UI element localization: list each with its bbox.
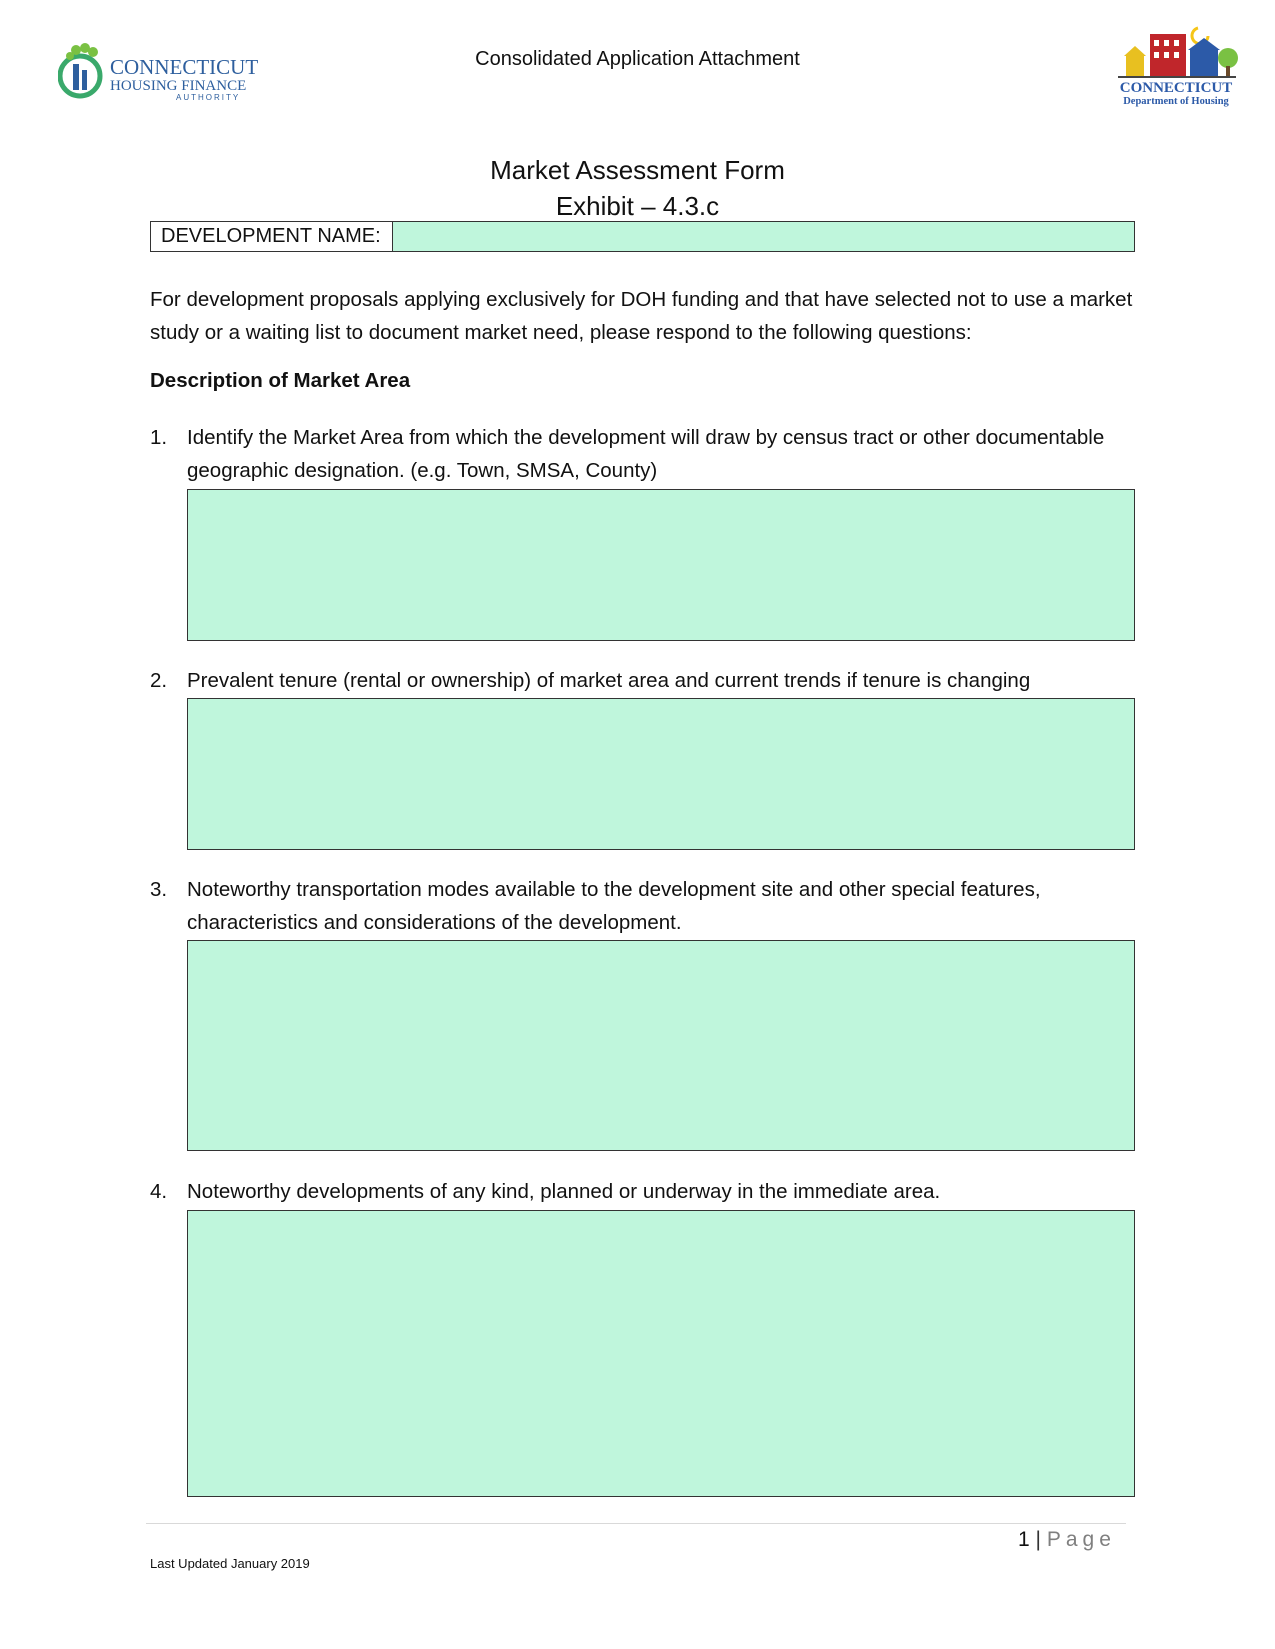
question-2-number: 2. <box>150 669 168 692</box>
question-1-answer-box <box>187 489 1135 641</box>
question-3-answer-box <box>187 940 1135 1151</box>
chfa-logo-line2: HOUSING FINANCE <box>110 78 247 94</box>
last-updated-note: Last Updated January 2019 <box>150 1556 310 1571</box>
question-1-answer-field[interactable] <box>188 490 1134 640</box>
footer-divider <box>146 1523 1126 1524</box>
development-name-row <box>150 221 1135 252</box>
chfa-emblem-icon <box>58 40 268 106</box>
form-subtitle: Exhibit – 4.3.c <box>555 191 720 221</box>
intro-paragraph: For development proposals applying exclusively for DOH funding and that have selected not to use a market study or a waiting list to document market need, please respond to the following questions: <box>150 288 1133 344</box>
question-2-answer-field[interactable] <box>188 699 1134 849</box>
question-3-text: Noteworthy transportation modes available to the development site and other special features, characteristics and considerations of the development. <box>187 878 1041 934</box>
chfa-logo-line3: AUTHORITY <box>176 93 241 102</box>
question-4-answer-box <box>187 1210 1135 1497</box>
doh-logo-line1: CONNECTICUT <box>1119 80 1233 96</box>
page-number: 1 <box>1018 1528 1030 1551</box>
development-name-label: DEVELOPMENT NAME: <box>151 222 393 251</box>
question-3-answer-field[interactable] <box>188 941 1134 1150</box>
question-4-text: Noteworthy developments of any kind, planned or underway in the immediate area. <box>187 1180 941 1203</box>
page-separator: | <box>1035 1528 1041 1551</box>
question-3-number: 3. <box>150 878 168 901</box>
question-2-text: Prevalent tenure (rental or ownership) of market area and current trends if tenure is changing <box>187 669 1031 692</box>
form-title: Market Assessment Form <box>490 155 785 185</box>
page-number-block <box>1018 1528 1116 1552</box>
section-heading: Description of Market Area <box>150 369 411 392</box>
development-name-field[interactable] <box>393 222 1134 251</box>
form-title-block <box>0 152 1275 224</box>
doh-logo <box>1112 22 1240 108</box>
question-4-answer-field[interactable] <box>188 1211 1134 1496</box>
question-2-answer-box <box>187 698 1135 850</box>
doh-houses-icon <box>1112 22 1240 108</box>
doh-logo-line2: Department of Housing <box>1123 96 1229 107</box>
question-4-number: 4. <box>150 1180 168 1203</box>
question-1-number: 1. <box>150 426 168 449</box>
question-1-text: Identify the Market Area from which the development will draw by census tract or other documentable geographic designation. (e.g. Town, SMSA, County) <box>187 426 1105 482</box>
page-word: Page <box>1046 1528 1116 1551</box>
header-title: Consolidated Application Attachment <box>475 48 800 70</box>
chfa-logo-line1: CONNECTICUT <box>110 55 259 79</box>
chfa-logo <box>58 40 268 106</box>
